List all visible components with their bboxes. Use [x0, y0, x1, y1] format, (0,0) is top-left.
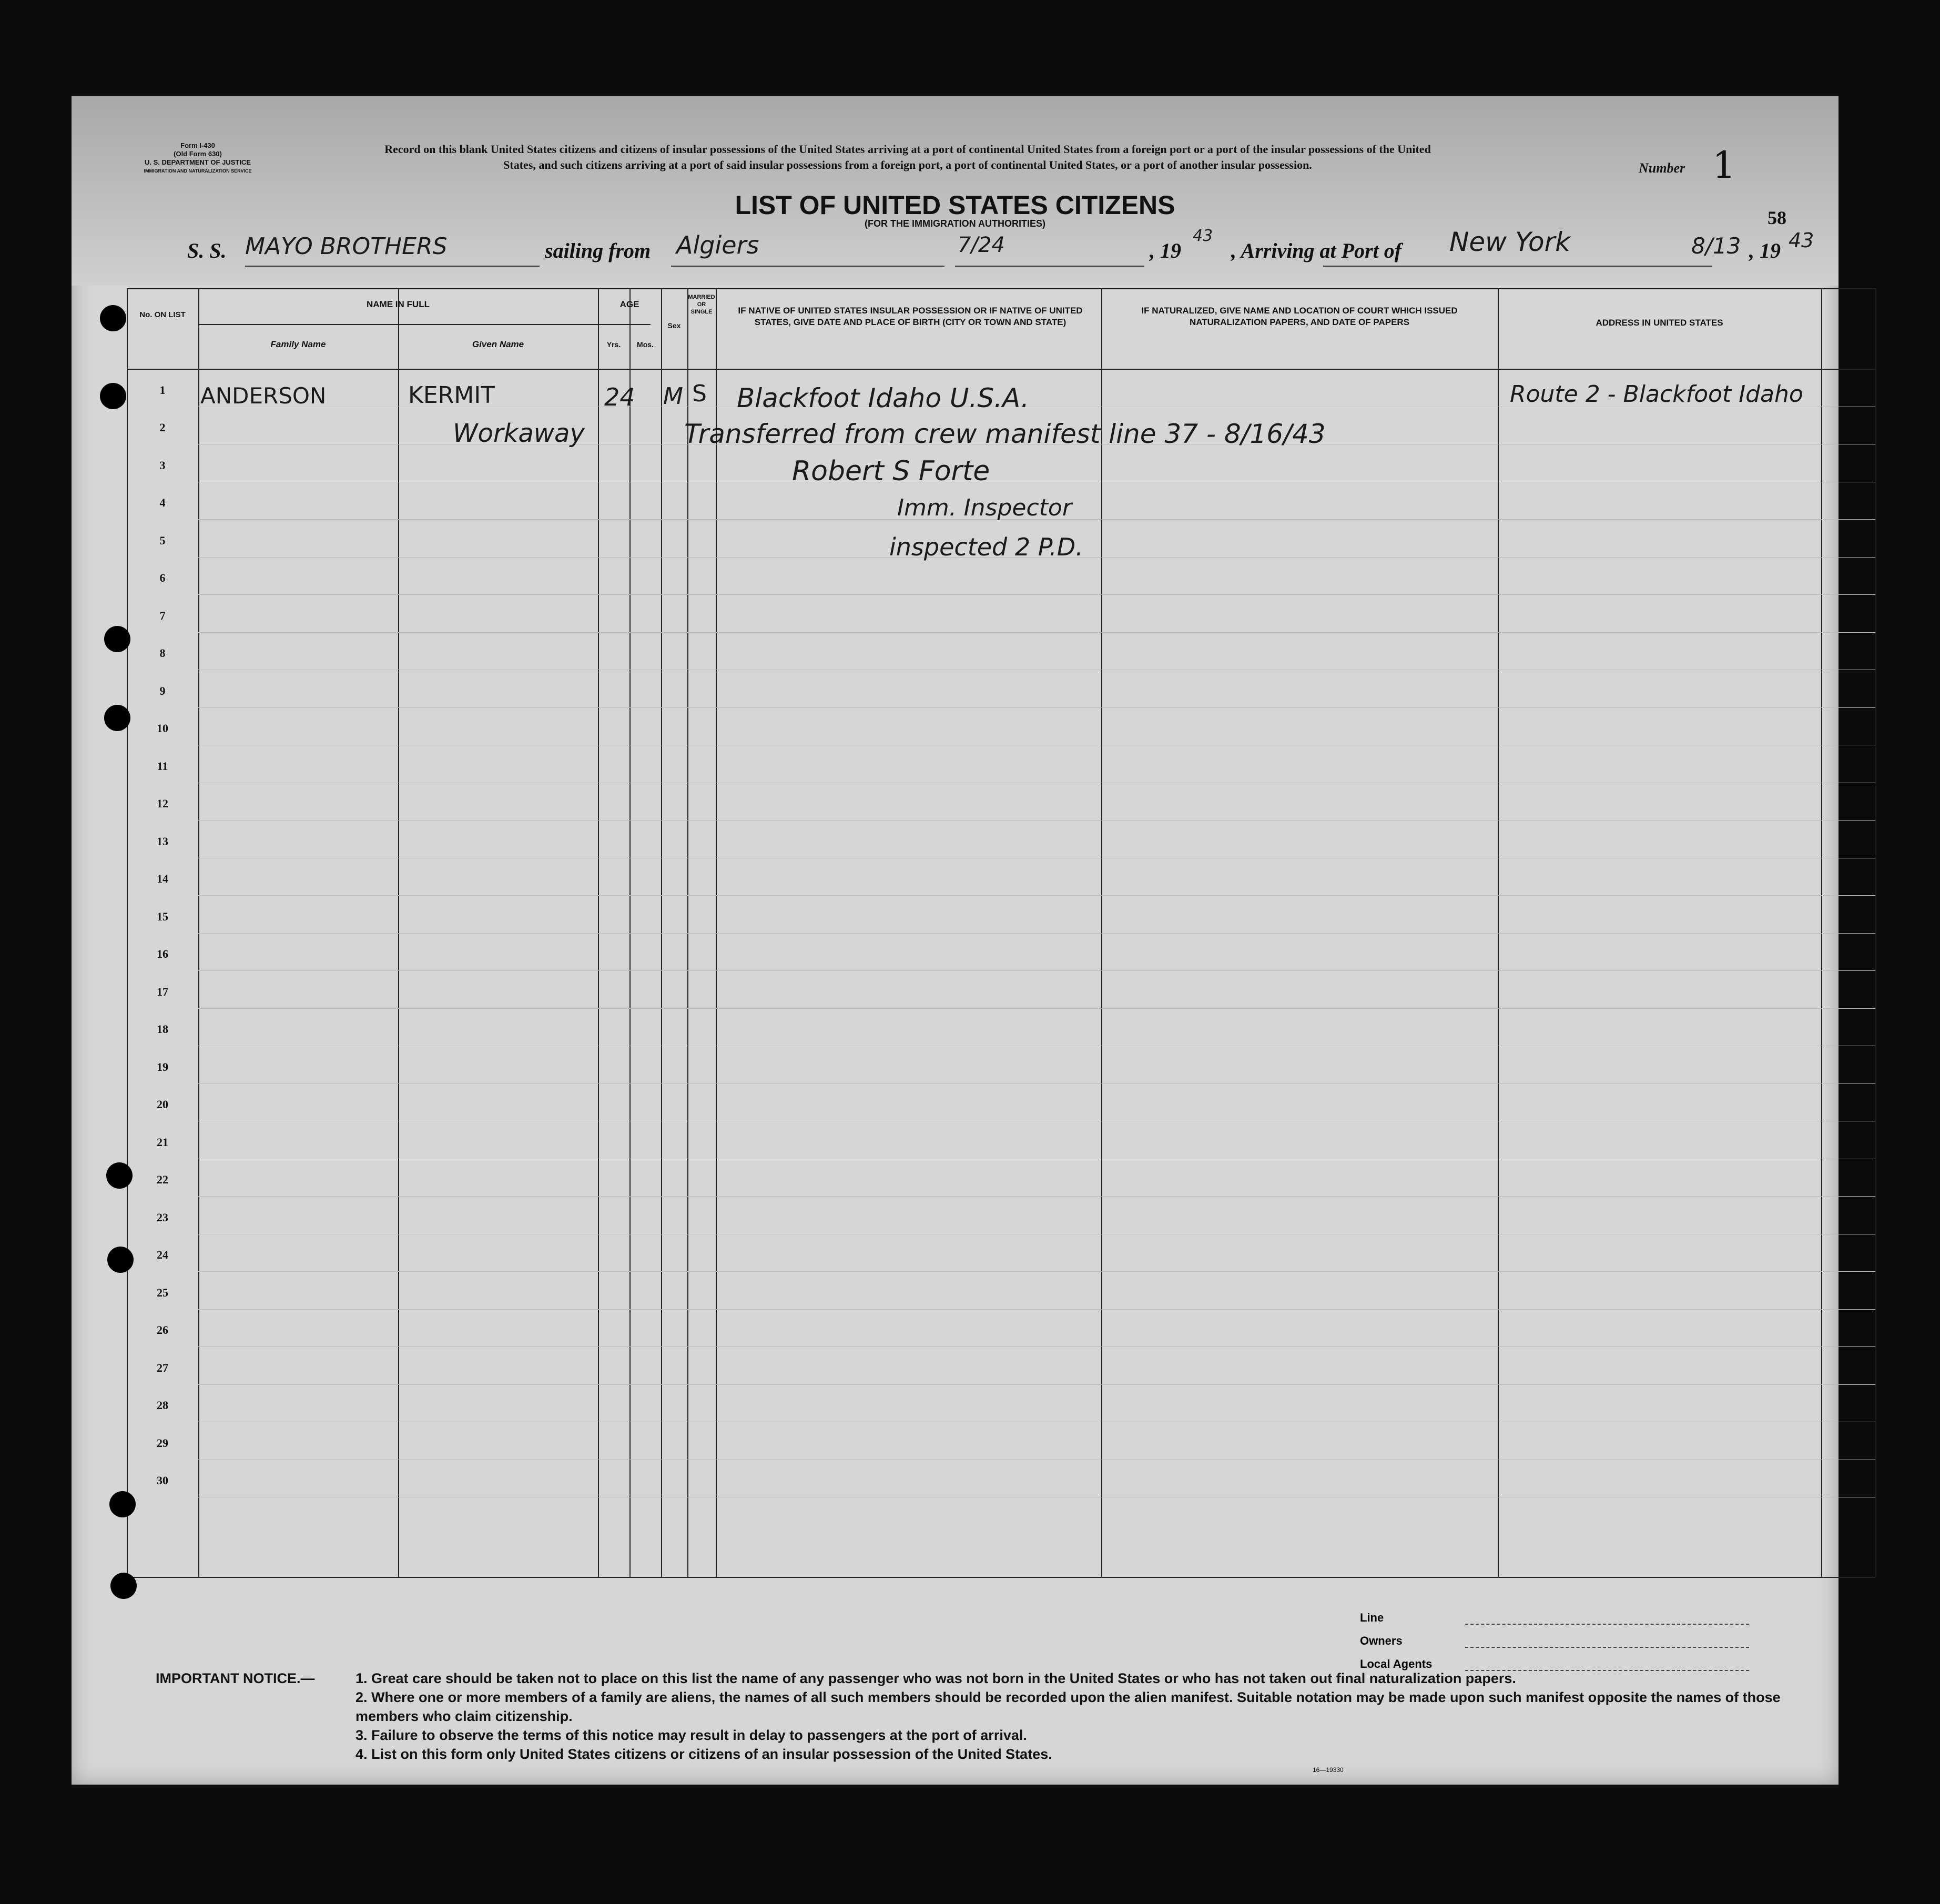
table-row [198, 1271, 1875, 1272]
line-number: 24 [157, 1248, 168, 1261]
table-top-border [127, 288, 1875, 289]
table-row [198, 707, 1875, 708]
old-form-number: (Old Form 630) [174, 150, 222, 158]
number-value: 1 [1712, 144, 1736, 187]
vessel-underline [245, 266, 540, 267]
agents-owners-dots [1465, 1647, 1749, 1648]
line-number: 6 [159, 571, 166, 584]
col-header-no: No. ON LIST [139, 310, 186, 319]
table-row [198, 1384, 1875, 1385]
table-bottom-border [127, 1577, 1875, 1578]
sex-cell: M [663, 383, 683, 410]
page-title: LIST OF UNITED STATES CITIZENS [735, 190, 1175, 220]
line-number: 3 [159, 458, 166, 472]
age-years-cell: 24 [604, 383, 635, 411]
family-name-cell: ANDERSON [200, 383, 327, 409]
table-row [198, 1309, 1875, 1310]
page-subtitle: (FOR THE IMMIGRATION AUTHORITIES) [865, 218, 1045, 229]
punch-hole [100, 383, 126, 409]
agents-owners-row [1360, 1634, 1432, 1657]
inspector-title: Imm. Inspector [897, 494, 1072, 521]
agents-line-dots [1465, 1624, 1749, 1625]
table-row [198, 1008, 1875, 1009]
vessel-name: MAYO BROTHERS [245, 233, 448, 260]
address-cell: Route 2 - Blackfoot Idaho [1510, 381, 1803, 408]
punch-hole [107, 1247, 134, 1273]
col-header-mos: Mos. [637, 340, 654, 349]
col-border-11 [1875, 288, 1876, 1577]
form-identifier [119, 141, 277, 175]
transfer-note: Transferred from crew manifest line 37 - 8/16/43 [684, 419, 1326, 449]
form-number: Form I-430 [180, 141, 215, 149]
agents-line-row [1360, 1611, 1432, 1634]
arrival-date: 8/13 [1691, 233, 1741, 259]
line-number: 17 [157, 985, 168, 998]
inspector-signature: Robert S Forte [792, 455, 990, 487]
col-header-name: NAME IN FULL [367, 299, 430, 309]
table-row [198, 933, 1875, 934]
agents-local-label: Local Agents [1360, 1657, 1433, 1670]
line-number: 22 [157, 1173, 168, 1186]
col-header-given: Given Name [472, 339, 524, 349]
line-number: 13 [157, 834, 168, 848]
col-header-address: ADDRESS IN UNITED STATES [1596, 318, 1723, 328]
table-row [198, 632, 1875, 633]
line-number: 29 [157, 1436, 168, 1450]
line-number: 14 [157, 872, 168, 885]
departure-date: 7/24 [958, 233, 1005, 257]
punch-hole [104, 705, 130, 731]
to-port-underline [1323, 266, 1712, 267]
given-name-cell: KERMIT [408, 382, 495, 409]
notice-item-4: 4. List on this form only United States citizens or citizens of an insular possession of the United States. [356, 1746, 1052, 1762]
departure-port: Algiers [676, 231, 759, 259]
line-number: 11 [157, 759, 168, 773]
line-number: 20 [157, 1098, 168, 1111]
department-name: U. S. DEPARTMENT OF JUSTICE [145, 158, 251, 166]
table-row [198, 1346, 1875, 1347]
punch-hole [104, 626, 130, 652]
voyage-line [187, 227, 1817, 270]
line-number: 5 [159, 533, 166, 547]
col-header-age: AGE [619, 299, 639, 309]
header-bottom-border [127, 369, 1875, 370]
line-number: 27 [157, 1361, 168, 1374]
arriving-label: , Arriving at Port of [1231, 239, 1402, 262]
table-row [198, 895, 1875, 896]
passenger-table [127, 288, 1875, 1577]
col-header-sex: Sex [667, 321, 681, 330]
line-number: 8 [159, 646, 166, 660]
line-number: 12 [157, 797, 168, 810]
service-name: IMMIGRATION AND NATURALIZATION SERVICE [144, 168, 252, 174]
table-row [198, 1196, 1875, 1197]
header-sub-border [198, 324, 651, 325]
line-number: 4 [159, 496, 166, 509]
ss-label: S. S. [187, 239, 227, 262]
form-instructions: Record on this blank United States citizens and citizens of insular possessions of the United States arriving at a port of continental United States from a foreign port or a port of the insular possessions of the United States, and such citizens arriving at a port of said insular possessions from a foreign port, a port of continental United States, or a port of another insular possession. [384, 143, 1431, 171]
line-number: 15 [157, 909, 168, 923]
page-number: 58 [1768, 207, 1786, 228]
notice-item-3: 3. Failure to observe the terms of this notice may result in delay to passengers at the port of arrival. [356, 1727, 1027, 1743]
punch-hole [106, 1162, 133, 1189]
line-number: 10 [157, 722, 168, 735]
table-row [198, 594, 1875, 595]
year-prefix-1: , 19 [1150, 239, 1181, 262]
col-header-birth: IF NATIVE OF UNITED STATES INSULAR POSSESSION OR IF NATIVE OF UNITED STATES, GIVE DATE AND PLACE OF BIRTH (CITY OR TOWN AND STATE) [738, 306, 1083, 327]
notice-item-2: 2. Where one or more members of a family are aliens, the names of all such members should be recorded upon the alien manifest. Suitable notation may be made upon such manifest opposite the names of those members who claim citizenship. [356, 1689, 1781, 1724]
line-number: 23 [157, 1210, 168, 1224]
print-code: 16—19330 [1313, 1766, 1344, 1774]
line-number: 2 [159, 421, 166, 434]
inspected-note: inspected 2 P.D. [889, 533, 1083, 561]
agents-line-label: Line [1360, 1611, 1384, 1624]
col-header-marital: MARRIED OR SINGLE [688, 294, 715, 315]
number-label: Number [1639, 160, 1685, 176]
line-number: 7 [159, 609, 166, 622]
arrival-year: 43 [1789, 229, 1814, 252]
line-number: 16 [157, 947, 168, 960]
year-prefix-2: , 19 [1749, 239, 1781, 262]
punch-hole [110, 1573, 137, 1599]
punch-hole [100, 305, 126, 331]
table-row [198, 1083, 1875, 1084]
table-row [198, 970, 1875, 971]
line-number: 9 [159, 684, 166, 697]
line-number: 19 [157, 1060, 168, 1073]
col-header-family: Family Name [270, 339, 326, 349]
col-border-0 [127, 288, 128, 1577]
notice-item-1: 1. Great care should be taken not to place on this list the name of any passenger who was not born in the United States or who has not taken out final naturalization papers. [356, 1670, 1516, 1686]
depart-date-underline [955, 266, 1144, 267]
line-number: 21 [157, 1135, 168, 1149]
line-number: 26 [157, 1323, 168, 1336]
departure-year: 43 [1193, 227, 1213, 245]
line-number: 25 [157, 1285, 168, 1299]
arrival-port: New York [1449, 227, 1571, 257]
line-number: 28 [157, 1399, 168, 1412]
notice-label: IMPORTANT NOTICE.— [156, 1670, 315, 1686]
punch-hole [109, 1491, 136, 1517]
agents-owners-label: Owners [1360, 1634, 1403, 1647]
birth-place-cell: Blackfoot Idaho U.S.A. [737, 383, 1030, 413]
col-header-yrs: Yrs. [606, 340, 621, 349]
table-row [198, 820, 1875, 821]
col-header-naturalized: IF NATURALIZED, GIVE NAME AND LOCATION OF COURT WHICH ISSUED NATURALIZATION PAPERS, AND DATE OF PAPERS [1141, 306, 1458, 327]
occupation-note: Workaway [453, 419, 585, 448]
sailing-label: sailing from [545, 239, 651, 262]
line-number: 1 [159, 383, 166, 397]
marital-cell: S [692, 380, 707, 407]
form-sheet [72, 96, 1839, 1785]
line-number: 18 [157, 1022, 168, 1036]
from-port-underline [671, 266, 944, 267]
line-number: 30 [157, 1474, 168, 1487]
